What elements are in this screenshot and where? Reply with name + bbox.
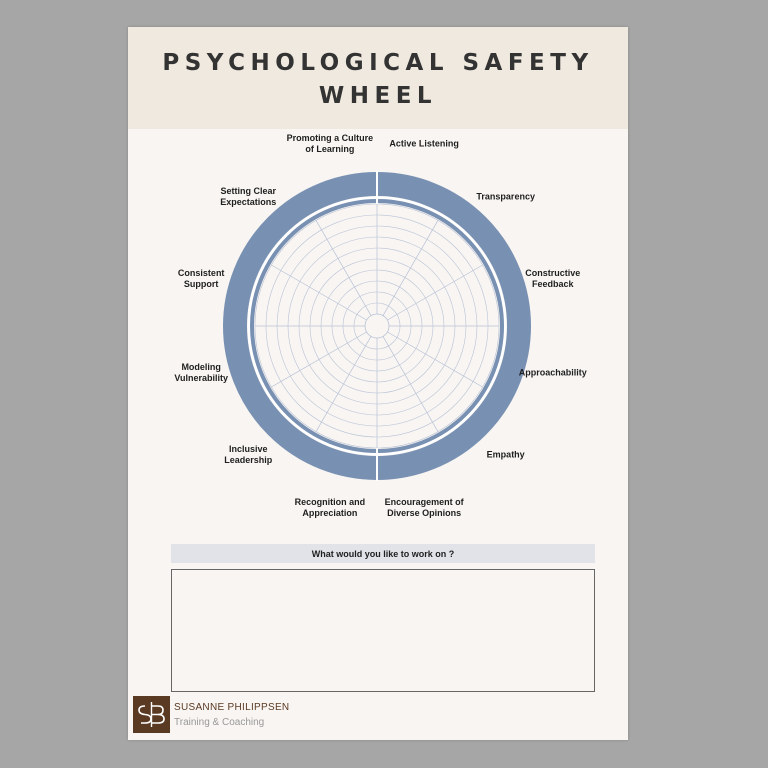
segment-label: Consistent Support <box>177 267 225 289</box>
segment-label: Recognition and Appreciation <box>294 496 366 518</box>
work-on-answer-box[interactable] <box>171 569 595 692</box>
brand-subtitle: Training & Coaching <box>174 717 265 728</box>
segment-label: Constructive Feedback <box>525 267 581 289</box>
segment-label: Promoting a Culture of Learning <box>286 133 374 155</box>
page-title-line-2: WHEEL <box>318 83 438 109</box>
segment-label: Approachability <box>518 367 587 378</box>
segment-label: Inclusive Leadership <box>224 443 273 465</box>
page-title-line-1: PSYCHOLOGICAL SAFETY <box>162 50 594 76</box>
segment-label: Transparency <box>476 191 535 202</box>
segment-label: Setting Clear Expectations <box>220 186 277 208</box>
segment-label: Modeling Vulnerability <box>174 362 229 384</box>
work-on-question-label: What would you like to work on ? <box>311 548 455 559</box>
work-on-question-bar <box>171 544 595 563</box>
segment-label: Encouragement of Diverse Opinions <box>384 496 464 518</box>
segment-label: Empathy <box>486 449 525 460</box>
segment-label: Active Listening <box>389 138 459 149</box>
worksheet-page <box>128 27 628 740</box>
brand-logo-icon <box>133 696 170 733</box>
wheel-hub <box>365 314 389 338</box>
brand-name: SUSANNE PHILIPPSEN <box>174 702 290 713</box>
